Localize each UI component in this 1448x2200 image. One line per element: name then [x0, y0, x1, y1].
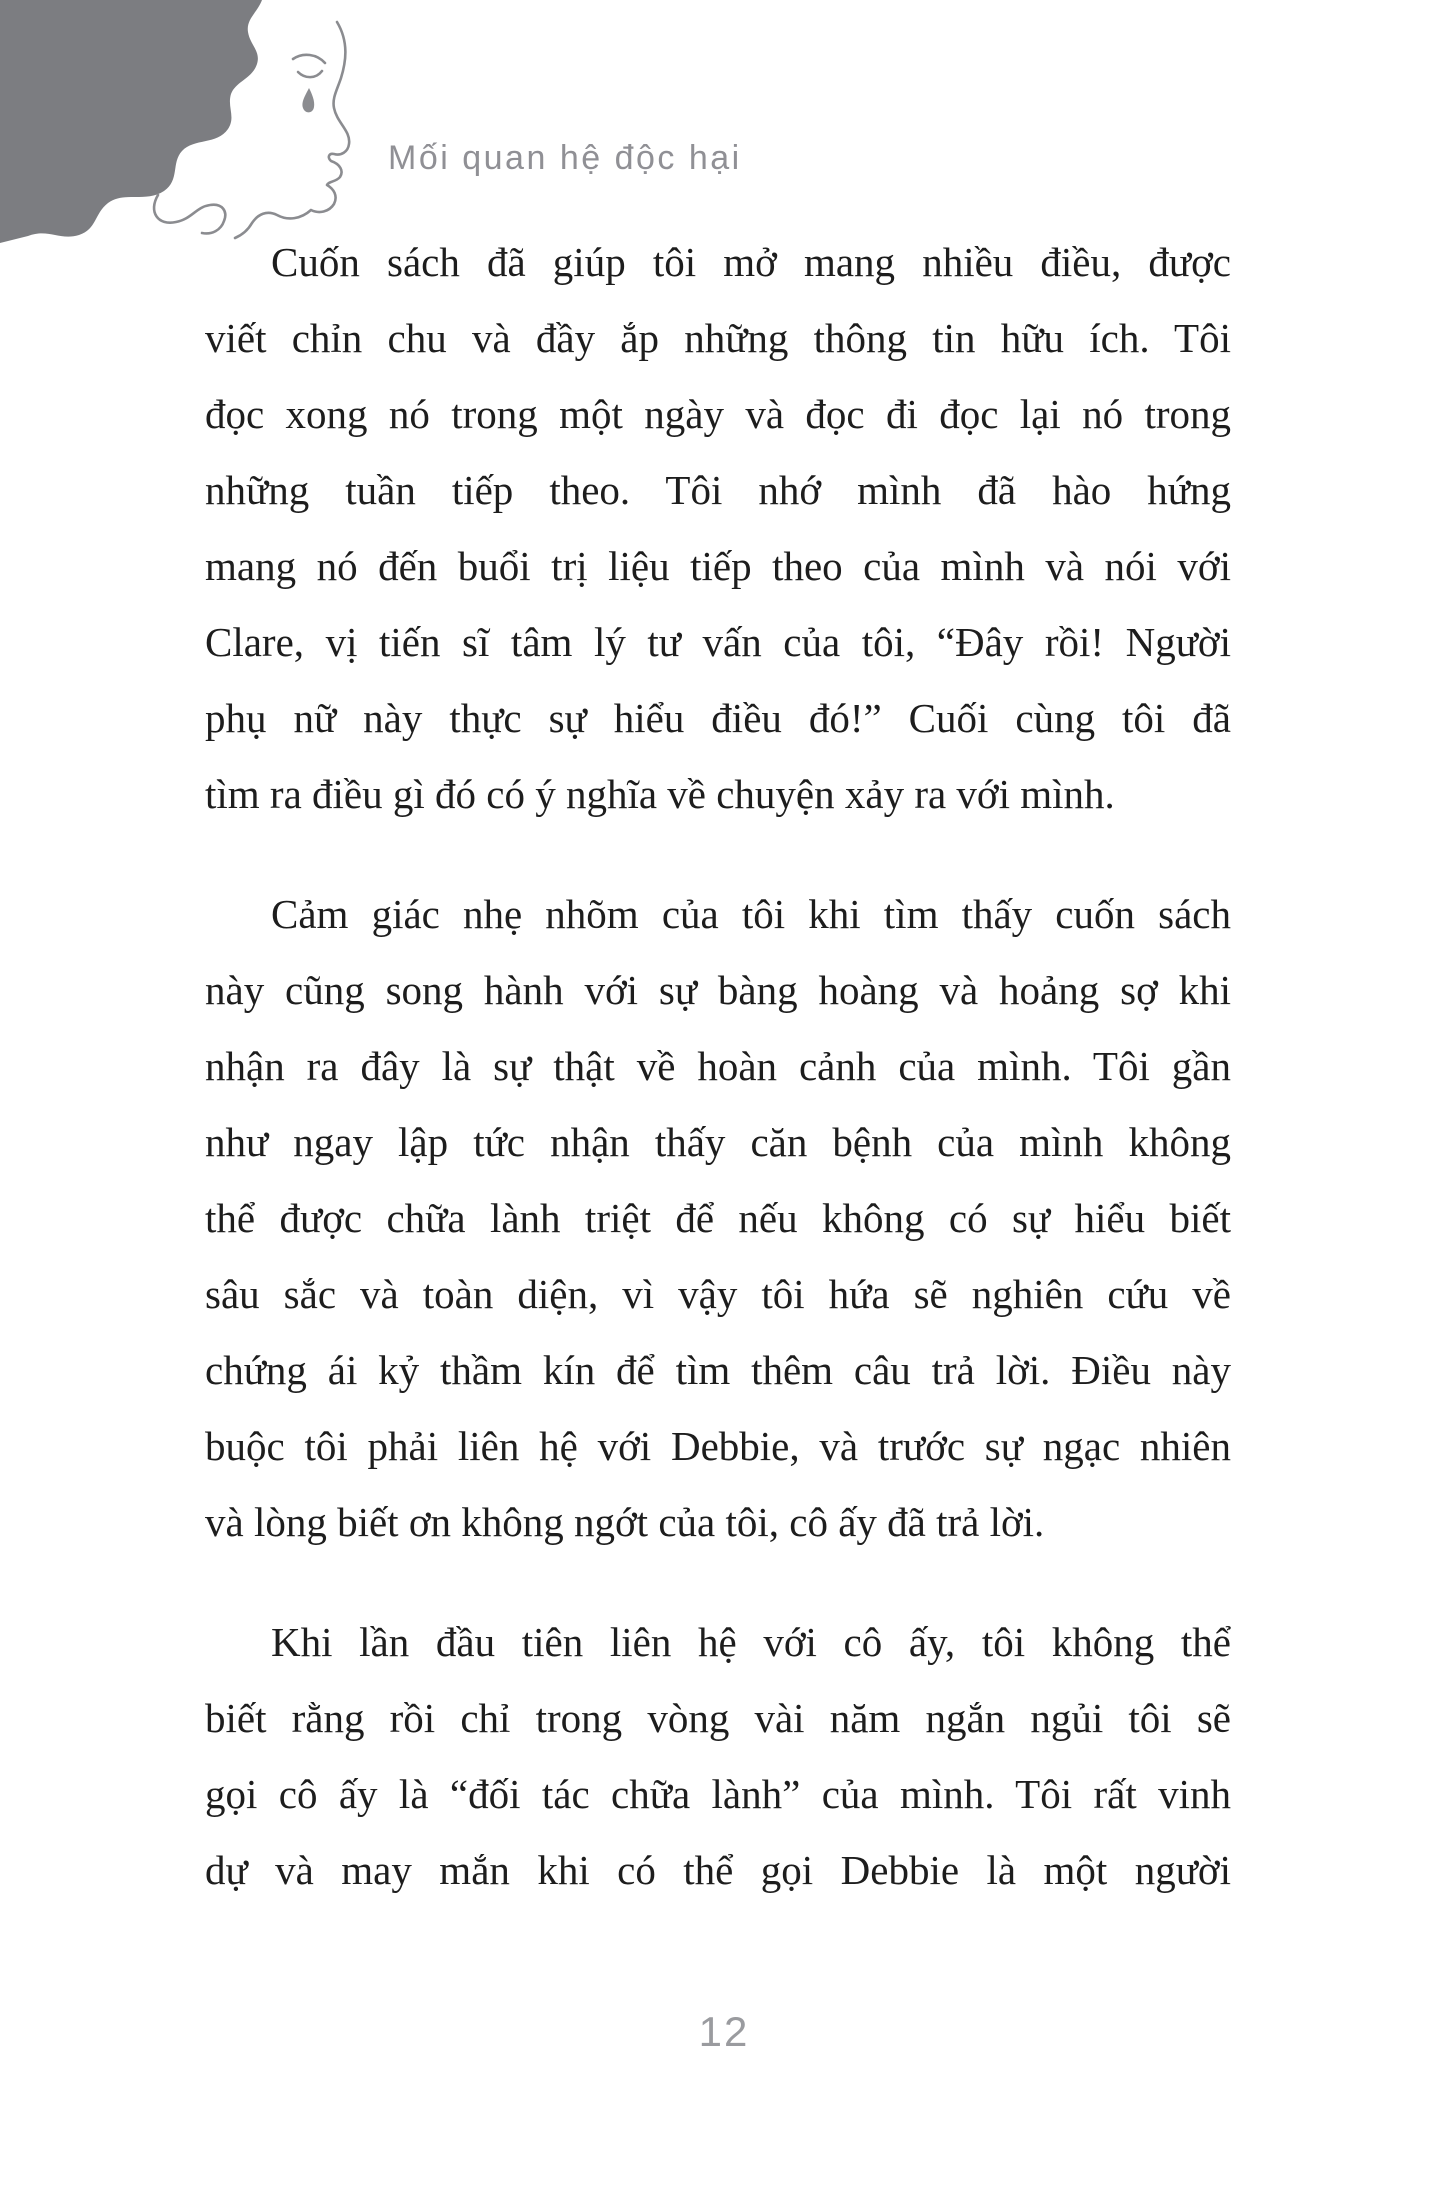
paragraph	[205, 224, 1231, 832]
text-line: những tuần tiếp theo. Tôi nhớ mình đã hào hứng	[205, 467, 1231, 513]
text-line: biết rằng rồi chỉ trong vòng vài năm ngắn ngủi tôi sẽ	[205, 1695, 1231, 1741]
text-line: phụ nữ này thực sự hiểu điều đó!” Cuối cùng tôi đã	[205, 695, 1231, 741]
text-line: và lòng biết ơn không ngớt của tôi, cô ấy đã trả lời.	[205, 1499, 1045, 1545]
page-number: 12	[698, 2008, 750, 2055]
paragraph	[205, 1604, 1231, 1908]
paragraph	[205, 876, 1231, 1560]
text-line: như ngay lập tức nhận thấy căn bệnh của mình không	[205, 1119, 1231, 1165]
text-line: mang nó đến buổi trị liệu tiếp theo của mình và nói với	[205, 543, 1231, 589]
text-line: chứng ái kỷ thầm kín để tìm thêm câu trả lời. Điều này	[205, 1347, 1231, 1393]
text-line: này cũng song hành với sự bàng hoàng và hoảng sợ khi	[205, 967, 1231, 1013]
text-line: Khi lần đầu tiên liên hệ với cô ấy, tôi không thể	[271, 1619, 1231, 1665]
closed-eyelid-line	[298, 71, 322, 77]
text-line: Cảm giác nhẹ nhõm của tôi khi tìm thấy cuốn sách	[271, 891, 1231, 937]
text-line: thể được chữa lành triệt để nếu không có sự hiểu biết	[205, 1195, 1231, 1241]
text-line: buộc tôi phải liên hệ với Debbie, và trước sự ngạc nhiên	[205, 1423, 1231, 1469]
text-line: Clare, vị tiến sĩ tâm lý tư vấn của tôi, “Đây rồi! Người	[205, 619, 1231, 665]
body-text	[205, 224, 1231, 1908]
text-line: đọc xong nó trong một ngày và đọc đi đọc lại nó trong	[205, 391, 1231, 437]
tear-drop	[302, 88, 314, 112]
running-head-title: Mối quan hệ độc hại	[388, 139, 742, 177]
text-line: nhận ra đây là sự thật về hoàn cảnh của mình. Tôi gần	[205, 1043, 1231, 1089]
closed-eye-line	[293, 55, 325, 63]
text-line: tìm ra điều gì đó có ý nghĩa về chuyện xảy ra với mình.	[205, 771, 1115, 817]
text-line: Cuốn sách đã giúp tôi mở mang nhiều điều, được	[271, 239, 1231, 285]
crying-woman-profile-icon	[0, 0, 365, 245]
text-line: sâu sắc và toàn diện, vì vậy tôi hứa sẽ nghiên cứu về	[205, 1271, 1231, 1317]
text-line: gọi cô ấy là “đối tác chữa lành” của mình. Tôi rất vinh	[205, 1771, 1231, 1817]
text-line: viết chỉn chu và đầy ắp những thông tin hữu ích. Tôi	[205, 315, 1231, 361]
text-line: dự và may mắn khi có thể gọi Debbie là một người	[205, 1847, 1231, 1893]
